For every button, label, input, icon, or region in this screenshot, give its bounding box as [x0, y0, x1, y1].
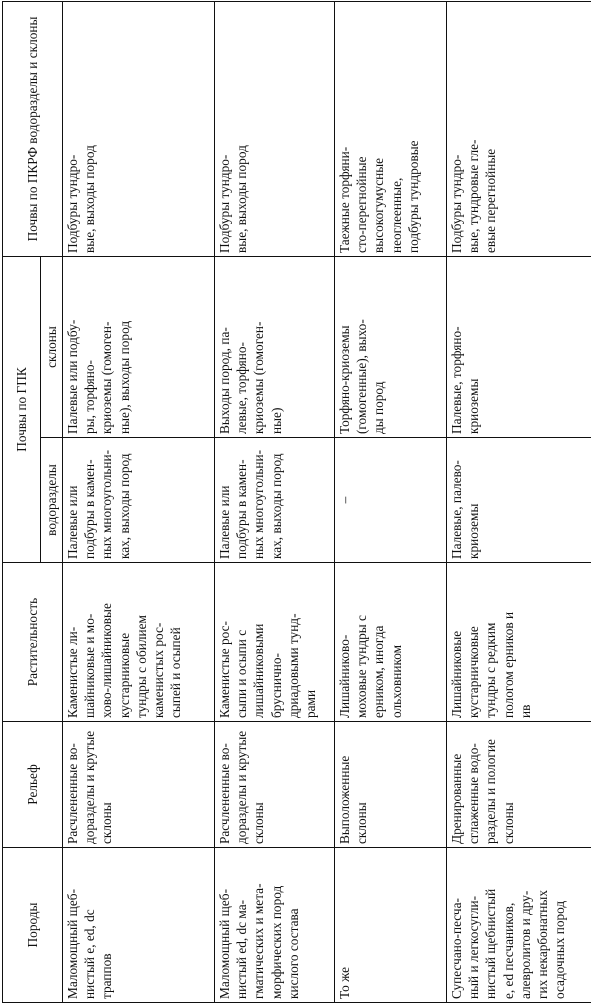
cell-text: Палевые или подбуры в камен- ных многоугольни- ках, выходы пород	[217, 449, 284, 559]
cell-pkrf	[335, 1, 447, 256]
cell-text: Палевые, торфяно- криоземы	[449, 326, 482, 434]
cell-watersheds	[335, 438, 447, 563]
cell-text: Подбуры тундро- вые, тундровые гле- евые перегнойные	[449, 139, 499, 253]
cell-text: Лишайниково- моховые тундры с ерником, иногда ольховником	[337, 615, 404, 718]
cell-slopes	[335, 256, 447, 437]
cell-pkrf	[215, 1, 335, 256]
cell-text: Подбуры тундро- вые, выходы пород	[65, 145, 98, 253]
table-row	[335, 1, 447, 1002]
header-rocks: Породы	[3, 848, 63, 1003]
cell-text: Палевые или подбуры в камен- ных многоугольни- ках, выходы пород	[65, 449, 132, 559]
cell-text: Расчлененные во- доразделы и крутые склоны	[65, 730, 115, 844]
table-row	[63, 1, 215, 1002]
cell-rocks	[447, 848, 591, 1003]
cell-vegetation	[335, 563, 447, 722]
cell-rocks	[215, 848, 335, 1003]
cell-text: Таежные торфяни- сто-перегнойные высокогумусные неоглеенные, подбуры тундровые	[337, 140, 421, 253]
soil-table	[2, 1, 591, 1003]
header-vegetation: Растительность	[3, 563, 63, 722]
cell-text: Выходы пород, па- левые, торфяно- криоземы (гомоген- ные)	[217, 321, 284, 434]
cell-rocks	[63, 848, 215, 1003]
table-row	[215, 1, 335, 1002]
cell-vegetation	[447, 563, 591, 722]
cell-text: Палевые или подбу- ры, торфяно- криоземы (гомоген- ные), выходы пород	[65, 319, 132, 434]
cell-pkrf	[447, 1, 591, 256]
cell-watersheds	[447, 438, 591, 563]
header-pkrf: Почвы по ПКРФ водоразделы и склоны	[3, 1, 63, 256]
cell-watersheds	[215, 438, 335, 563]
cell-relief	[63, 722, 215, 848]
cell-text: Каменистые ли- шайниковые и мо- хово-лишайниковые кустарниковые тундры с обилием каменистых рос- сыпей и осыпей	[65, 603, 184, 718]
header-gpk: Почвы по ГПК	[3, 256, 41, 562]
cell-watersheds	[63, 438, 215, 563]
cell-pkrf	[63, 1, 215, 256]
cell-text: То же	[337, 966, 352, 999]
cell-slopes	[215, 256, 335, 437]
cell-relief	[335, 722, 447, 848]
cell-text: Дренированные сглаженные водо- разделы и пологие склоны	[449, 739, 516, 844]
cell-slopes	[63, 256, 215, 437]
cell-text: Торфяно-криоземы (гомогенные), выхо- ды пород	[337, 319, 387, 434]
cell-text: Маломощный щеб- нистый e, ed, dc траппов	[65, 889, 115, 999]
cell-rocks	[335, 848, 447, 1003]
header-gpk-slopes: склоны	[41, 256, 63, 437]
cell-text: Лишайниковые кустарничковые тундры с редким пологом ерников и ив	[449, 611, 533, 718]
cell-relief	[447, 722, 591, 848]
cell-text: Супесчано-песча- ный и легкосугли- нистый щебнистый e, ed песчаников, алевролитов и дру- гих некарбонатных осадочных пород	[449, 888, 568, 999]
header-relief: Рельеф	[3, 722, 63, 848]
cell-text: Маломощный щеб- нистый ed, dc ма- гматических и мета- морфических пород кислого состава	[217, 883, 301, 999]
cell-text: Расчлененные во- доразделы и крутые склоны	[217, 730, 267, 844]
cell-text: Подбуры тундро- вые, выходы пород	[217, 145, 250, 253]
header-gpk-watersheds: водоразделы	[41, 438, 63, 563]
cell-text: Палевые, палево- криоземы	[449, 460, 482, 559]
cell-vegetation	[63, 563, 215, 722]
table-row	[447, 1, 591, 1002]
cell-relief	[215, 722, 335, 848]
cell-vegetation	[215, 563, 335, 722]
header-row	[3, 1, 41, 1002]
cell-text: –	[337, 496, 352, 504]
cell-text: Каменистые рос- сыпи и осыпи с лишайниковыми брусничнo- дриадовыми тунд- рами	[217, 613, 319, 718]
cell-slopes	[447, 256, 591, 437]
cell-text: Выположенные склоны	[337, 755, 370, 844]
